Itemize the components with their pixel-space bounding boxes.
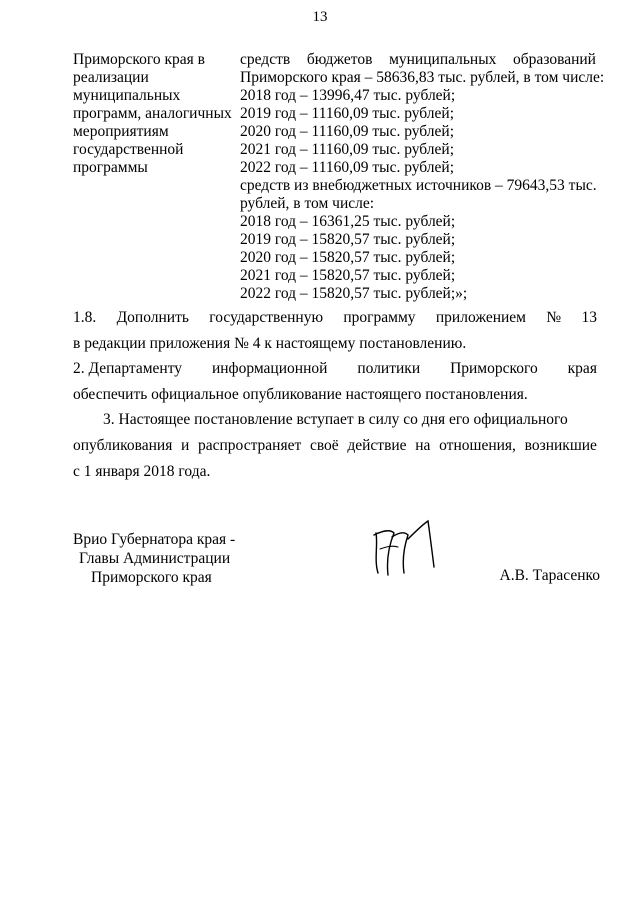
word: 1.8. — [73, 309, 97, 326]
table-right-column — [240, 51, 605, 303]
word: государственную — [209, 309, 324, 326]
word: и — [181, 437, 190, 454]
word: распространяет — [198, 437, 302, 454]
left-line: мероприятиям — [73, 123, 169, 140]
word: информационной — [211, 360, 328, 377]
funding-line: рублей, в том числе: — [240, 195, 375, 212]
paragraph-line: в редакции приложения № 4 к настоящему постановлению. — [73, 335, 467, 352]
funding-line: Приморского края – 58636,83 тыс. рублей, в том числе: — [240, 69, 605, 86]
paragraph-line: с 1 января 2018 года. — [73, 463, 211, 480]
word: 13 — [581, 309, 597, 326]
paragraph-2 — [73, 356, 597, 408]
page-number: 13 — [312, 9, 328, 25]
funding-line: 2022 год – 15820,57 тыс. рублей;»; — [240, 285, 468, 302]
signatory-name: А.В. Тарасенко — [499, 567, 600, 584]
funding-line: 2018 год – 16361,25 тыс. рублей; — [240, 213, 456, 230]
word: отношения, — [439, 437, 516, 454]
word: приложением — [435, 309, 526, 326]
paragraph-line — [73, 356, 597, 382]
word: политики — [357, 360, 421, 377]
funding-line: 2019 год – 11160,09 тыс. рублей; — [240, 105, 455, 122]
word: программу — [343, 309, 416, 326]
left-line: реализации — [73, 69, 149, 86]
paragraph-3 — [73, 407, 597, 485]
funding-line: средств из внебюджетных источников – 79643,53 тыс. — [240, 177, 597, 194]
funding-line: 2020 год – 15820,57 тыс. рублей; — [240, 249, 456, 266]
funding-line: 2018 год – 13996,47 тыс. рублей; — [240, 87, 456, 104]
table-left-column — [73, 51, 233, 177]
paragraph-line — [73, 305, 597, 331]
word: края — [567, 360, 597, 377]
word: средств — [240, 51, 291, 68]
left-line: программ, аналогичных — [73, 105, 232, 122]
word: № — [546, 309, 562, 326]
funding-line: 2021 год – 11160,09 тыс. рублей; — [240, 141, 455, 158]
paragraph-line: 3. Настоящее постановление вступает в силу со дня его официального — [103, 411, 568, 428]
handwritten-signature — [368, 515, 448, 585]
signatory-title — [73, 530, 273, 587]
title-line: Врио Губернатора края - — [73, 531, 236, 548]
title-line: Приморского края — [91, 569, 212, 586]
word: опубликования — [73, 437, 173, 454]
funding-line: 2020 год – 11160,09 тыс. рублей; — [240, 123, 455, 140]
paragraph-1-8 — [73, 305, 597, 357]
funding-first-line — [240, 51, 596, 69]
funding-line: 2022 год – 11160,09 тыс. рублей; — [240, 159, 455, 176]
word: 2. Департаменту — [73, 360, 183, 377]
word: бюджетов — [306, 51, 373, 68]
left-line: программы — [73, 159, 148, 176]
left-line: государственной — [73, 141, 184, 158]
word: образований — [513, 51, 596, 68]
paragraph-line: обеспечить официальное опубликование настоящего постановления. — [73, 386, 528, 403]
word: муниципальных — [389, 51, 497, 68]
word: на — [415, 437, 431, 454]
word: Приморского — [450, 360, 538, 377]
funding-line: 2021 год – 15820,57 тыс. рублей; — [240, 267, 456, 284]
word: своё — [309, 437, 339, 454]
word: Дополнить — [116, 309, 189, 326]
word: действие — [347, 437, 407, 454]
title-line: Главы Администрации — [79, 550, 231, 567]
left-line: Приморского края в — [73, 51, 205, 68]
left-line: муниципальных — [73, 87, 181, 104]
funding-line: 2019 год – 15820,57 тыс. рублей; — [240, 231, 456, 248]
word: возникшие — [524, 437, 597, 454]
paragraph-line — [73, 433, 597, 459]
